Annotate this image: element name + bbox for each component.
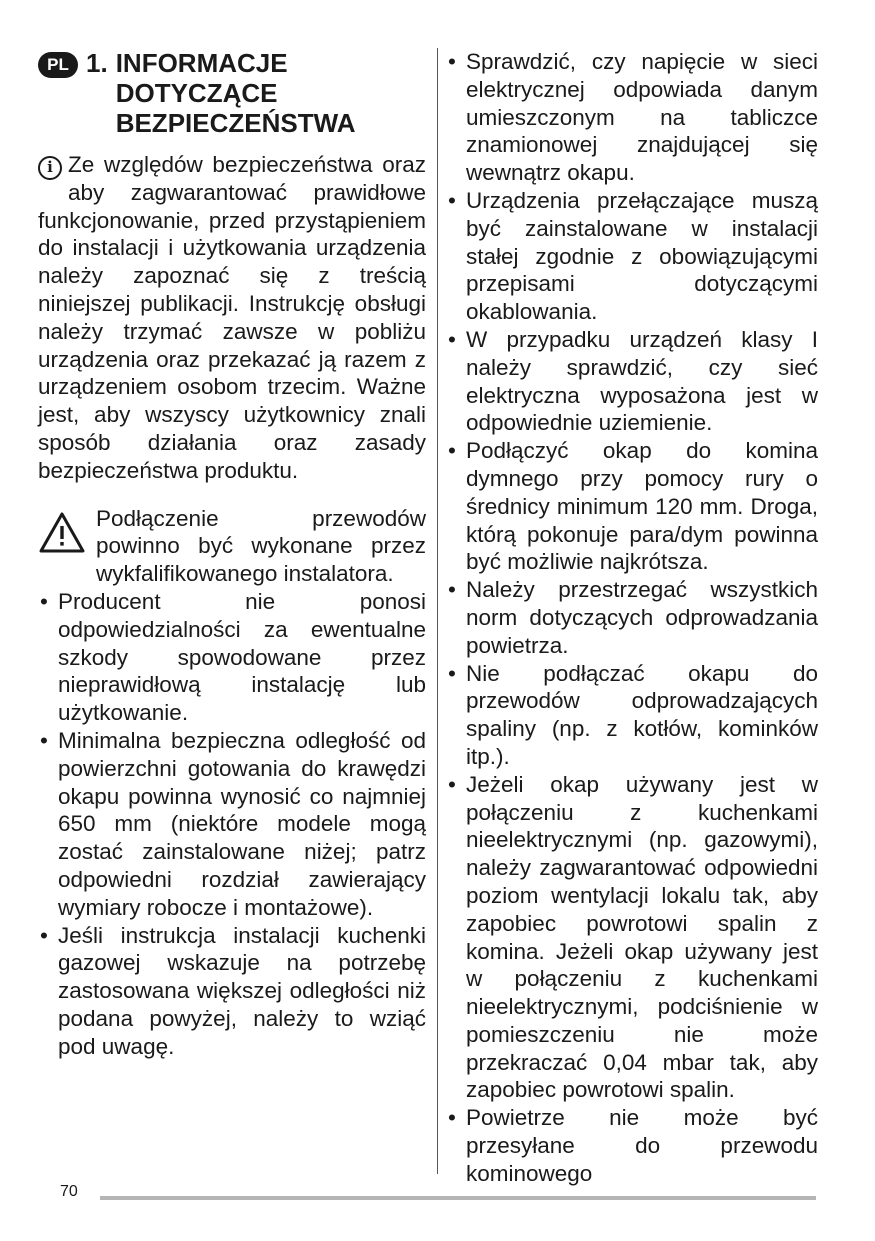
section-title-line: BEZPIECZEŃSTWA bbox=[115, 108, 356, 138]
warning-note bbox=[38, 505, 426, 588]
list-item: • Nie podłączać okapu do przewodów odprowadzających spaliny (np. z kotłów, kominków itp.). bbox=[446, 660, 818, 771]
section-title-line: DOTYCZĄCE bbox=[115, 78, 278, 108]
list-item: • Należy przestrzegać wszystkich norm dotyczących odprowadzania powietrza. bbox=[446, 576, 818, 659]
left-bullet-list bbox=[38, 588, 426, 1061]
list-item: • Jeżeli okap używany jest w połączeniu z kuchenkami nieelektrycznymi (np. gazowymi), należy zagwarantować odpowiedni poziom wentylacji lokalu tak, aby zapobiec powrotowi spalin z komina. Jeżeli okap używany jest w połączeniu z kuchenkami nieelektrycznymi, podciśnienie w pomieszczeniu nie może przekraczać 0,04 mbar tak, aby zapobiec powrotowi spalin. bbox=[446, 771, 818, 1105]
info-icon: i bbox=[38, 156, 62, 180]
list-item: • Urządzenia przełączające muszą być zainstalowane w instalacji stałej zgodnie z obowiązującymi przepisami dotyczącymi okablowania. bbox=[446, 187, 818, 326]
warning-text: Podłączenie przewodów powinno być wykonane przez wykfalifikowanego instalatora. bbox=[96, 505, 426, 587]
intro-paragraph bbox=[38, 151, 426, 485]
section-heading bbox=[38, 48, 426, 138]
list-item: • Minimalna bezpieczna odległość od powierzchni gotowania do krawędzi okapu powinna wynosić co najmniej 650 mm (niektóre modele mogą zostać zainstalowane niżej; patrz odpowiedni rozdział zawierający wymiary robocze i montażowe). bbox=[38, 727, 426, 922]
warning-triangle-icon bbox=[38, 511, 86, 555]
section-title-line: INFORMACJE bbox=[115, 48, 288, 78]
right-column bbox=[446, 48, 818, 1188]
right-bullet-list bbox=[446, 48, 818, 1188]
list-item: • Jeśli instrukcja instalacji kuchenki gazowej wskazuje na potrzebę zastosowana większej odległości niż podana powyżej, należy to wziąć pod uwagę. bbox=[38, 922, 426, 1061]
section-number: 1. bbox=[86, 48, 108, 78]
list-item: • Sprawdzić, czy napięcie w sieci elektrycznej odpowiada danym umieszczonym na tabliczce znamionowej znajdującej się wewnątrz okapu. bbox=[446, 48, 818, 187]
list-item: • Podłączyć okap do komina dymnego przy pomocy rury o średnicy minimum 120 mm. Droga, którą pokonuje para/dym powinna być możliwie najkrótsza. bbox=[446, 437, 818, 576]
list-item: • Producent nie ponosi odpowiedzialności za ewentualne szkody spowodowane przez nieprawidłową instalację lub użytkowanie. bbox=[38, 588, 426, 727]
section-title bbox=[116, 48, 356, 138]
left-column bbox=[38, 48, 426, 1061]
language-badge: PL bbox=[38, 52, 78, 78]
footer-rule bbox=[100, 1196, 816, 1200]
list-item: • W przypadku urządzeń klasy I należy sprawdzić, czy sieć elektryczna wyposażona jest w odpowiednie uziemienie. bbox=[446, 326, 818, 437]
column-divider bbox=[437, 48, 438, 1174]
page-number: 70 bbox=[60, 1183, 78, 1200]
list-item: • Powietrze nie może być przesyłane do przewodu kominowego bbox=[446, 1104, 818, 1187]
intro-text: Ze względów bezpieczeństwa oraz aby zagwarantować prawidłowe funkcjonowanie, przed przystąpieniem do instalacji i użytkowania urządzenia należy zapoznać się z treścią niniejszej publikacji. Instrukcję obsługi należy trzymać zawsze w pobliżu urządzenia oraz przekazać ją razem z urządzeniem osobom trzecim. Ważne jest, aby wszyscy użytkownicy znali sposób działania oraz zasady bezpieczeństwa produktu. bbox=[38, 152, 426, 483]
